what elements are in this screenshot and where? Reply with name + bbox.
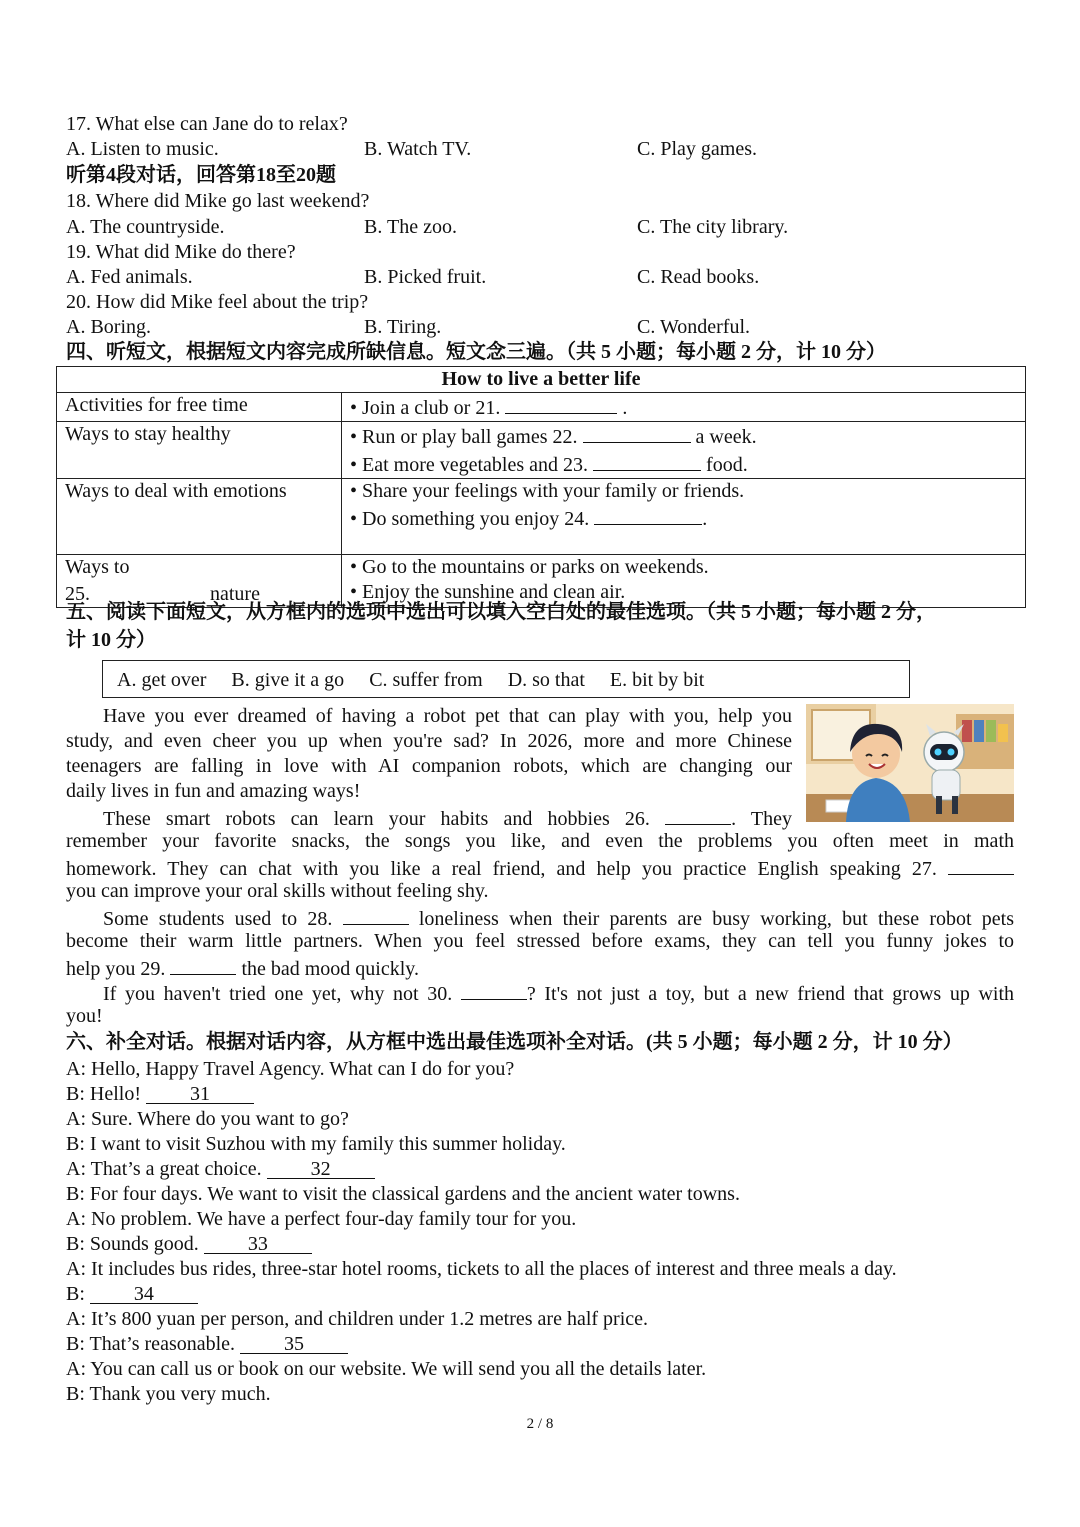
- blank-23[interactable]: [593, 450, 701, 471]
- q19-option-b: B. Picked fruit.: [364, 266, 487, 288]
- passage-p1-line4: daily lives in fun and amazing ways!: [66, 780, 361, 802]
- passage-p2-line2: remember your favorite snacks, the songs you like, and even the problems you often meet in math: [66, 830, 1014, 852]
- passage-p1-line3: teenagers are falling in love with AI companion robots, which are changing our: [66, 755, 792, 777]
- dialog4-heading: 听第4段对话，回答第18至20题: [66, 164, 336, 186]
- q17-option-c: C. Play games.: [637, 138, 757, 160]
- row3-content: • Share your feelings with your family or friends. • Do something you enjoy 24. .: [342, 479, 1026, 555]
- passage-p1-line1: Have you ever dreamed of having a robot pet that can play with you, help you: [103, 705, 792, 727]
- blank-24[interactable]: [594, 504, 702, 525]
- dialog-line12: B: That’s reasonable. 35: [66, 1332, 348, 1357]
- q18-question: 18. Where did Mike go last weekend?: [66, 190, 370, 212]
- row1-label: Activities for free time: [57, 393, 342, 422]
- blank-29[interactable]: [170, 954, 236, 975]
- blank-34[interactable]: 34: [90, 1283, 198, 1304]
- q17-option-a: A. Listen to music.: [66, 138, 219, 160]
- q19-question: 19. What did Mike do there?: [66, 241, 296, 263]
- section6-heading: 六、补全对话。根据对话内容，从方框中选出最佳选项补全对话。(共 5 小题；每小题 2 分，计 10 分）: [66, 1031, 963, 1053]
- option-c: C. suffer from: [369, 669, 483, 691]
- blank-31[interactable]: 31: [146, 1083, 254, 1104]
- passage-p3-line1: Some students used to 28. loneliness when their parents are busy working, but these robot pets: [103, 904, 1014, 932]
- q20-question: 20. How did Mike feel about the trip?: [66, 291, 369, 313]
- section4-heading: 四、听短文，根据短文内容完成所缺信息。短文念三遍。（共 5 小题；每小题 2 分，计 10 分）: [66, 341, 886, 363]
- passage-p3-line3: help you 29. the bad mood quickly.: [66, 954, 1014, 982]
- passage-p4-line1: If you haven't tried one yet, why not 30. ? It's not just a toy, but a new friend that grows up with: [103, 979, 1014, 1007]
- blank-32[interactable]: 32: [267, 1158, 375, 1179]
- dialog-line4: B: I want to visit Suzhou with my family this summer holiday.: [66, 1133, 566, 1155]
- passage-p2-line1: These smart robots can learn your habits and hobbies 26. . They: [103, 804, 792, 832]
- dialog-line10: B: 34: [66, 1282, 198, 1307]
- dialog-line13: A: You can call us or book on our website. We will send you all the details later.: [66, 1358, 707, 1380]
- blank-26[interactable]: [665, 804, 731, 825]
- better-life-table: [56, 366, 1026, 608]
- options-box: [102, 660, 910, 698]
- blank-30[interactable]: [461, 979, 527, 1000]
- row3-label: Ways to deal with emotions: [57, 479, 342, 555]
- row1-content: • Join a club or 21. .: [342, 393, 1026, 422]
- passage-p2-line3: homework. They can chat with you like a real friend, and help you practice English speaking 27.: [66, 854, 1014, 882]
- section5-heading-line2: 计 10 分）: [66, 629, 156, 651]
- q18-option-a: A. The countryside.: [66, 216, 225, 238]
- section5-heading-line1: 五、阅读下面短文，从方框内的选项中选出可以填入空白处的最佳选项。（共 5 小题；每小题 2 分，: [66, 601, 936, 623]
- table-title: How to live a better life: [57, 367, 1026, 393]
- blank-25[interactable]: [90, 580, 210, 600]
- dialog-line6: B: For four days. We want to visit the classical gardens and the ancient water towns.: [66, 1183, 740, 1205]
- option-e: E. bit by bit: [609, 669, 705, 691]
- dialog-line3: A: Sure. Where do you want to go?: [66, 1108, 349, 1130]
- dialog-line7: A: No problem. We have a perfect four-day family tour for you.: [66, 1208, 577, 1230]
- passage-p4-line2: you!: [66, 1005, 103, 1027]
- dialog-line8: B: Sounds good. 33: [66, 1232, 312, 1257]
- q20-option-b: B. Tiring.: [364, 316, 442, 338]
- option-d: D. so that: [507, 669, 585, 691]
- passage-p1-line2: study, and even cheer you up when you're sad? In 2026, more and more Chinese: [66, 730, 792, 752]
- q19-option-a: A. Fed animals.: [66, 266, 193, 288]
- q18-option-b: B. The zoo.: [364, 216, 457, 238]
- q17-question: 17. What else can Jane do to relax?: [66, 113, 348, 135]
- passage-p2-line4: you can improve your oral skills without feeling shy.: [66, 880, 489, 902]
- row4-label: Ways to 25. nature: [57, 555, 342, 608]
- dialog-line2: B: Hello! 31: [66, 1082, 254, 1107]
- dialog-line5: A: That’s a great choice. 32: [66, 1157, 375, 1182]
- q18-option-c: C. The city library.: [637, 216, 789, 238]
- blank-35[interactable]: 35: [240, 1333, 348, 1354]
- dialog-line14: B: Thank you very much.: [66, 1383, 271, 1405]
- row4-content: • Go to the mountains or parks on weekends. • Enjoy the sunshine and clean air.: [342, 555, 1026, 608]
- option-b: B. give it a go: [231, 669, 345, 691]
- dialog-line11: A: It’s 800 yuan per person, and children under 1.2 metres are half price.: [66, 1308, 649, 1330]
- dialog-line1: A: Hello, Happy Travel Agency. What can I do for you?: [66, 1058, 515, 1080]
- option-a: A. get over: [117, 669, 207, 691]
- dialog-line9: A: It includes bus rides, three-star hotel rooms, tickets to all the places of interest and three meals a day.: [66, 1258, 897, 1280]
- q17-option-b: B. Watch TV.: [364, 138, 472, 160]
- boy-robot-illustration: [806, 704, 1014, 822]
- q20-option-c: C. Wonderful.: [637, 316, 751, 338]
- blank-21[interactable]: [505, 393, 617, 414]
- row2-label: Ways to stay healthy: [57, 422, 342, 479]
- q20-option-a: A. Boring.: [66, 316, 151, 338]
- passage-p3-line2: become their warm little partners. When you feel stressed before exams, they can tell you funny jokes to: [66, 930, 1014, 952]
- blank-27[interactable]: [948, 854, 1014, 875]
- page-number: 2 / 8: [526, 1416, 554, 1432]
- blank-33[interactable]: 33: [204, 1233, 312, 1254]
- blank-22[interactable]: [583, 422, 691, 443]
- blank-28[interactable]: [343, 904, 409, 925]
- row2-content: • Run or play ball games 22. a week. • Eat more vegetables and 23. food.: [342, 422, 1026, 479]
- q19-option-c: C. Read books.: [637, 266, 760, 288]
